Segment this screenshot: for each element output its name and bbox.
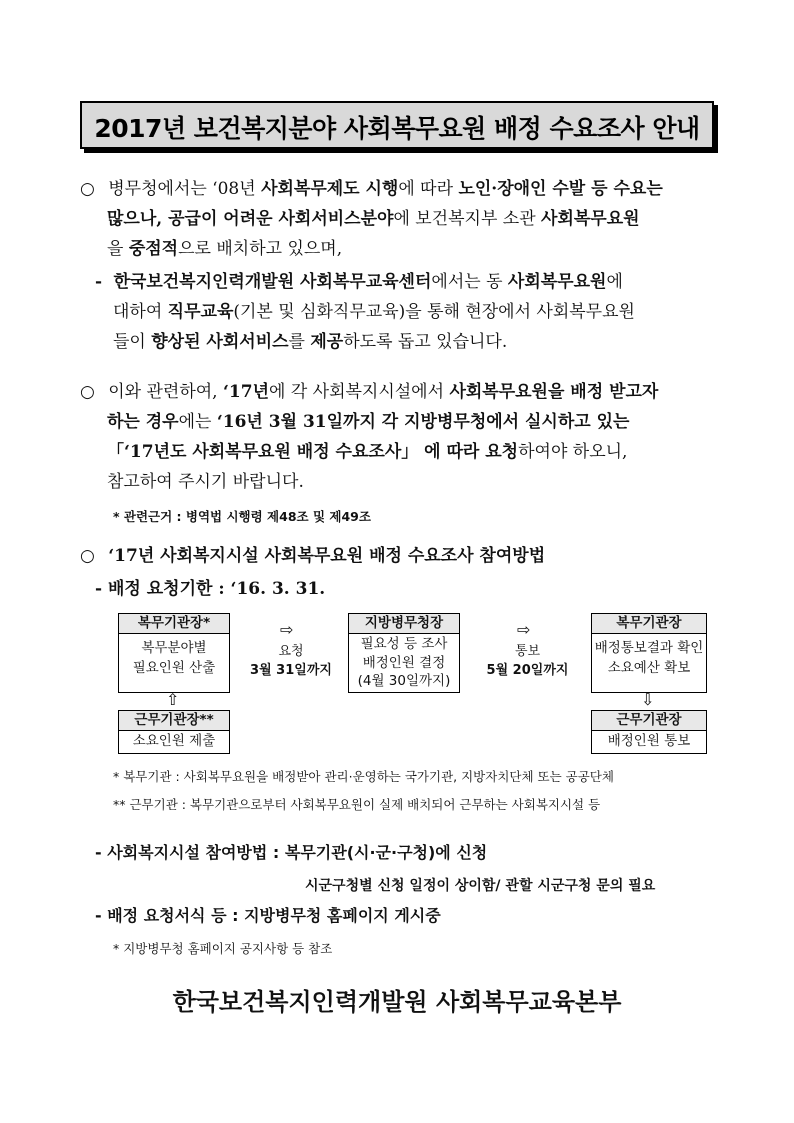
flow-box-head: 복무기관장* xyxy=(119,614,229,634)
flow-box-service-agency-result: 복무기관장 배정통보결과 확인 소요예산 확보 xyxy=(591,613,707,693)
flow-box-work-agency: 근무기관장** 소요인원 제출 xyxy=(118,710,230,754)
request-forms-note: * 지방병무청 홈페이지 공지사항 등 참조 xyxy=(113,941,333,956)
participation-method: - 사회복지시설 참여방법 : 복무기관(시·군·구청)에 신청 xyxy=(95,843,488,862)
para2-line1: ○ 이와 관련하여, ‘17년에 각 사회복지시설에서 사회복무요원을 배정 받고자 xyxy=(80,382,659,402)
flow-box-service-agency: 복무기관장* 복무분야별 필요인원 산출 xyxy=(118,613,230,693)
para1-sub-line3: 들이 향상된 사회서비스를 제공하도록 돕고 있습니다. xyxy=(113,332,508,352)
arrow-up-icon: ⇧ xyxy=(166,690,180,709)
para1-sub-line1: - 한국보건복지인력개발원 사회복무교육센터에서는 동 사회복무요원에 xyxy=(95,272,623,292)
document-title: 2017년 보건복지분야 사회복무요원 배정 수요조사 안내 xyxy=(94,114,700,143)
para1-line2: 많으나, 공급이 어려운 사회서비스분야에 보건복지부 소관 사회복무요원 xyxy=(107,209,640,229)
para1-line3: 을 중점적으로 배치하고 있으며, xyxy=(107,239,343,259)
flow-box-work-agency-notify: 근무기관장 배정인원 통보 xyxy=(591,710,707,754)
organization-name: 한국보건복지인력개발원 사회복무교육본부 xyxy=(172,988,622,1016)
para3-heading: ○ ‘17년 사회복지시설 사회복무요원 배정 수요조사 참여방법 xyxy=(80,546,546,566)
footnote-service-agency: * 복무기관 : 사회복무요원을 배정받아 관리·운영하는 국가기관, 지방자치단체 또는 공공단체 xyxy=(113,769,614,784)
para1-sub-line2: 대하여 직무교육(기본 및 심화직무교육)을 통해 현장에서 사회복무요원 xyxy=(113,302,635,322)
para2-line3: 「‘17년도 사회복무요원 배정 수요조사」 에 따라 요청하여야 하오니, xyxy=(107,442,628,462)
arrow-right-icon: ⇨ xyxy=(280,620,294,639)
flow-box-military-office: 지방병무청장 필요성 등 조사 배정인원 결정 (4월 30일까지) xyxy=(348,613,460,693)
participation-detail: 시군구청별 신청 일정이 상이함/ 관할 시군구청 문의 필요 xyxy=(305,878,656,894)
flow-arrow2-label: 통보 5월 20일까지 xyxy=(486,644,569,678)
flow-arrow1-label: 요청 3월 31일까지 xyxy=(250,644,332,678)
para1-line1: ○ 병무청에서는 ‘08년 사회복무제도 시행에 따라 노인·장애인 수발 등 수요는 xyxy=(80,179,663,199)
footnote-work-agency: ** 근무기관 : 복무기관으로부터 사회복무요원이 실제 배치되어 근무하는 사회복지시설 등 xyxy=(113,797,601,812)
request-forms: - 배정 요청서식 등 : 지방병무청 홈페이지 게시중 xyxy=(95,906,441,925)
para2-line2: 하는 경우에는 ‘16년 3월 31일까지 각 지방병무청에서 실시하고 있는 xyxy=(107,412,630,432)
para2-line4: 참고하여 주시기 바랍니다. xyxy=(107,472,304,492)
legal-basis-note: * 관련근거 : 병역법 시행령 제48조 및 제49조 xyxy=(113,509,371,524)
arrow-down-icon: ⇩ xyxy=(641,690,655,709)
deadline-line: - 배정 요청기한 : ‘16. 3. 31. xyxy=(95,579,326,599)
bullet: ○ xyxy=(80,179,95,199)
title-box xyxy=(80,101,714,149)
arrow-right-icon: ⇨ xyxy=(517,620,531,639)
